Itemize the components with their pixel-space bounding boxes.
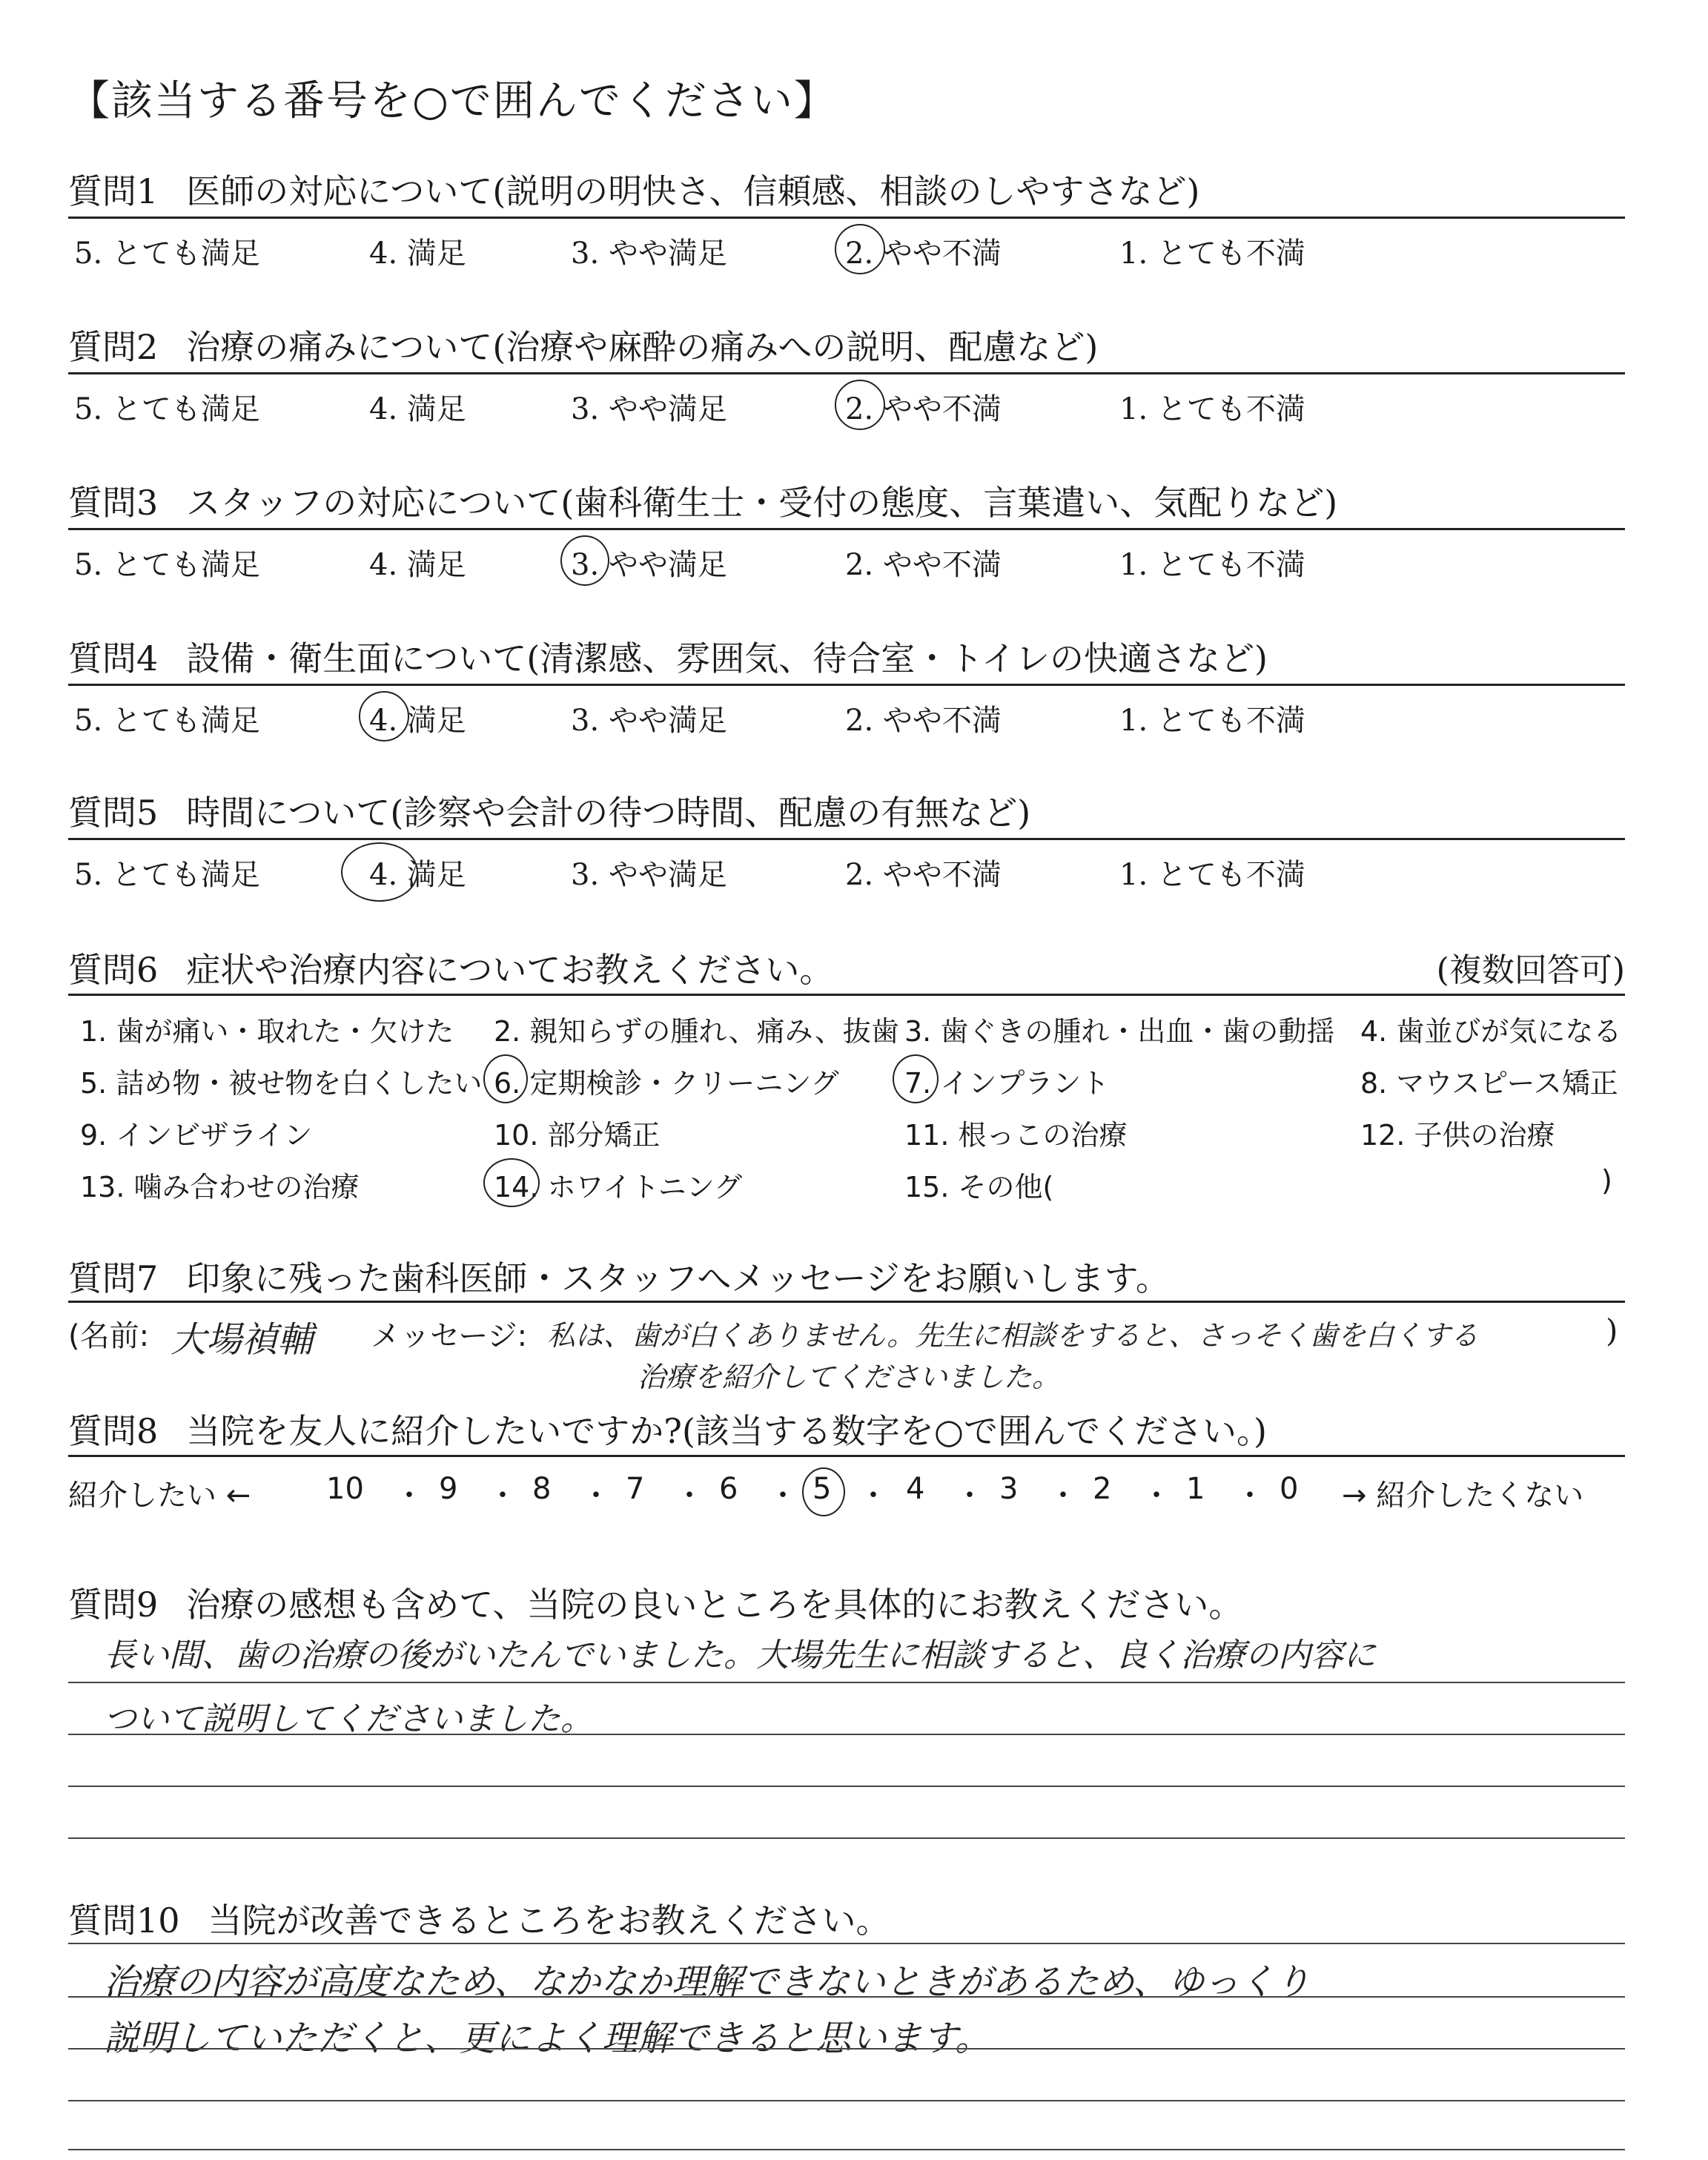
question-5-options (74, 851, 1557, 896)
question-text: 治療の痛みについて(治療や麻酔の痛みへの説明、配慮など) (186, 327, 1099, 367)
question-rule (68, 1301, 1625, 1303)
q6-option[interactable]: 13. 噛み合わせの治療 (80, 1171, 360, 1203)
option-1[interactable]: 1. とても不満 (1119, 858, 1305, 892)
option-3[interactable]: 3. やや満足 (571, 237, 727, 271)
question-text: スタッフの対応について(歯科衛生士・受付の態度、言葉遣い、気配りなど) (186, 483, 1338, 523)
option-4[interactable]: 4. 満足 (369, 392, 466, 426)
writing-line (68, 1837, 1625, 1839)
question-4-options (74, 697, 1557, 742)
q6-option[interactable]: 14. ホワイトニング (494, 1171, 743, 1203)
scale-number[interactable]: 7 (626, 1472, 645, 1506)
question-2-title (68, 320, 1098, 369)
option-3[interactable]: 3. やや満足 (571, 548, 727, 582)
question-4-title (68, 632, 1268, 681)
writing-line (68, 2100, 1625, 2101)
scale-number[interactable]: 5 (812, 1472, 832, 1506)
question-text: 時間について(診察や会計の待つ時間、配慮の有無など) (186, 793, 1031, 833)
q6-option[interactable]: 2. 親知らずの腫れ、痛み、抜歯 (494, 1015, 899, 1048)
scale-number[interactable]: 10 (326, 1472, 364, 1506)
option-5[interactable]: 5. とても満足 (74, 237, 260, 271)
option-1[interactable]: 1. とても不満 (1119, 392, 1305, 426)
scale-number[interactable]: 3 (999, 1472, 1019, 1506)
question-number: 質問6 (68, 950, 159, 990)
option-1[interactable]: 1. とても不満 (1119, 237, 1305, 271)
scale-number[interactable]: 2 (1093, 1472, 1112, 1506)
q6-option[interactable]: 4. 歯並びが気になる (1360, 1015, 1622, 1048)
q7-name-label: (名前: (68, 1319, 150, 1353)
question-text: 印象に残った歯科医師・スタッフへメッセージをお願いします。 (186, 1258, 1170, 1298)
q6-option[interactable]: 3. 歯ぐきの腫れ・出血・歯の動揺 (904, 1015, 1335, 1048)
question-1-title (68, 165, 1199, 214)
scale-number[interactable]: 0 (1280, 1472, 1299, 1506)
question-text: 医師の対応について(説明の明快さ、信頼感、相談のしやすさなど) (186, 171, 1200, 211)
option-2[interactable]: 2. やや不満 (845, 237, 1002, 271)
question-8-title (68, 1404, 1267, 1453)
option-5[interactable]: 5. とても満足 (74, 858, 260, 892)
writing-line (68, 1786, 1625, 1787)
option-2[interactable]: 2. やや不満 (845, 548, 1002, 582)
writing-line (68, 2149, 1625, 2150)
writing-line (68, 1943, 1625, 1944)
writing-line (68, 1682, 1625, 1683)
question-text: 当院が改善できるところをお教えください。 (208, 1900, 890, 1941)
question-1-options (74, 230, 1557, 274)
q6-option[interactable]: 6. 定期検診・クリーニング (494, 1067, 839, 1100)
writing-line (68, 1734, 1625, 1735)
writing-line (68, 1996, 1625, 1998)
option-4[interactable]: 4. 満足 (369, 237, 466, 271)
scale-number[interactable]: 4 (906, 1472, 925, 1506)
question-6-title (68, 943, 833, 992)
q10-answer-line-1: 治療の内容が高度なため、なかなか理解できないときがあるため、ゆっくり (104, 1961, 1311, 2003)
option-5[interactable]: 5. とても満足 (74, 704, 260, 738)
question-rule (68, 528, 1625, 530)
question-number: 質問8 (68, 1411, 159, 1451)
question-text: 治療の感想も含めて、当院の良いところを具体的にお教えください。 (186, 1585, 1243, 1625)
scale-left-label: 紹介したい ← (68, 1479, 251, 1513)
q7-name-handwritten: 大場禎輔 (171, 1319, 314, 1361)
q7-message-line-2: 治療を紹介してくださいました。 (638, 1361, 1061, 1393)
q6-other-close-paren: ) (1601, 1164, 1612, 1197)
question-7-title (68, 1252, 1170, 1301)
question-5-title (68, 786, 1030, 835)
question-number: 質問3 (68, 483, 159, 523)
scale-right-label: → 紹介したくない (1342, 1479, 1584, 1513)
question-number: 質問2 (68, 327, 159, 367)
q7-message-line-1: 私は、歯が白くありません。先生に相談をすると、さっそく歯を白くする (547, 1319, 1479, 1352)
q6-option[interactable]: 8. マウスピース矯正 (1360, 1067, 1618, 1100)
question-number: 質問4 (68, 638, 159, 678)
q6-option[interactable]: 1. 歯が痛い・取れた・欠けた (80, 1015, 454, 1048)
q9-answer-line-1: 長い間、歯の治療の後がいたんでいました。大場先生に相談すると、良く治療の内容に (104, 1636, 1376, 1674)
option-4[interactable]: 4. 満足 (369, 704, 466, 738)
q6-option[interactable]: 5. 詰め物・被せ物を白くしたい (80, 1067, 483, 1100)
option-5[interactable]: 5. とても満足 (74, 392, 260, 426)
option-2[interactable]: 2. やや不満 (845, 704, 1002, 738)
question-number: 質問5 (68, 793, 159, 833)
question-number: 質問1 (68, 171, 159, 211)
question-number: 質問9 (68, 1585, 159, 1625)
option-3[interactable]: 3. やや満足 (571, 704, 727, 738)
option-5[interactable]: 5. とても満足 (74, 548, 260, 582)
option-3[interactable]: 3. やや満足 (571, 858, 727, 892)
question-6-options (74, 1008, 1631, 1231)
q7-message-label: メッセージ: (371, 1319, 528, 1353)
q6-option[interactable]: 7. インプラント (904, 1067, 1110, 1100)
question-3-options (74, 541, 1557, 586)
option-4[interactable]: 4. 満足 (369, 548, 466, 582)
q6-option[interactable]: 10. 部分矯正 (494, 1119, 661, 1152)
q6-option[interactable]: 15. その他( (904, 1171, 1054, 1203)
q6-option[interactable]: 11. 根っこの治療 (904, 1119, 1128, 1152)
q10-answer-line-2: 説明していただくと、更によく理解できると思います。 (104, 2018, 991, 2059)
option-1[interactable]: 1. とても不満 (1119, 548, 1305, 582)
question-text: 設備・衛生面について(清潔感、雰囲気、待合室・トイレの快適さなど) (186, 638, 1268, 678)
question-rule (68, 217, 1625, 219)
q7-close-paren: ) (1606, 1312, 1618, 1349)
q8-recommend-scale: 紹介したい ← 10 ・ 9 ・ 8 ・ 7 ・ 6 ・ 5 ・ 4 ・ 3 ・ 2 ・ 1 ・ 0 → 紹介したくない (68, 1472, 1632, 1516)
question-rule (68, 838, 1625, 840)
question-rule (68, 372, 1625, 374)
option-4[interactable]: 4. 満足 (369, 858, 466, 892)
q6-option[interactable]: 12. 子供の治療 (1360, 1119, 1555, 1152)
question-number: 質問10 (68, 1900, 180, 1941)
question-10-title (68, 1894, 890, 1943)
option-2[interactable]: 2. やや不満 (845, 858, 1002, 892)
scale-number[interactable]: 1 (1186, 1472, 1205, 1506)
question-rule (68, 994, 1625, 996)
option-1[interactable]: 1. とても不満 (1119, 704, 1305, 738)
option-3[interactable]: 3. やや満足 (571, 392, 727, 426)
scale-number[interactable]: 9 (439, 1472, 458, 1506)
q6-option[interactable]: 9. インビザライン (80, 1119, 313, 1152)
scale-number[interactable]: 8 (532, 1472, 552, 1506)
question-text: 当院を友人に紹介したいですか?(該当する数字を○で囲んでください。) (186, 1411, 1267, 1451)
question-rule (68, 684, 1625, 686)
question-3-title (68, 476, 1337, 525)
question-text: 症状や治療内容についてお教えください。 (186, 950, 834, 990)
question-number: 質問7 (68, 1258, 159, 1298)
instruction-heading: 【該当する番号を○で囲んでください】 (68, 77, 837, 125)
question-2-options (74, 386, 1557, 430)
q9-answer-line-2: ついて説明してくださいました。 (104, 1700, 593, 1738)
question-9-title (68, 1578, 1242, 1627)
scale-number[interactable]: 6 (719, 1472, 738, 1506)
writing-line (68, 2048, 1625, 2050)
option-2[interactable]: 2. やや不満 (845, 392, 1002, 426)
multiple-answer-note: (複数回答可) (1436, 951, 1625, 989)
question-rule (68, 1455, 1625, 1457)
